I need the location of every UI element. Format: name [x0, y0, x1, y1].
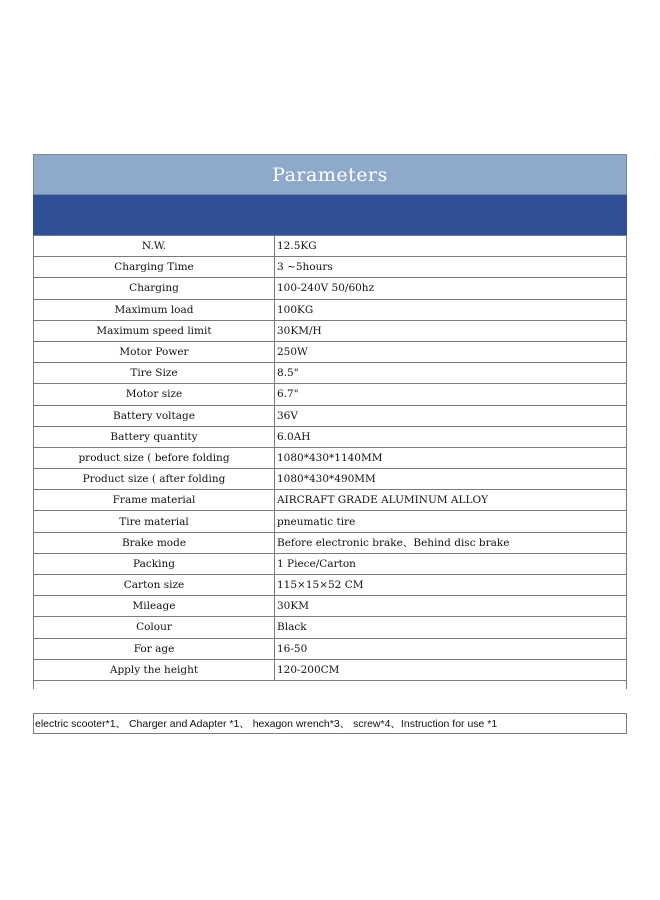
param-value: pneumatic tire	[275, 511, 627, 532]
param-value: 30KM	[275, 596, 627, 617]
table-row	[34, 278, 627, 299]
table-row	[34, 384, 627, 405]
param-value: 1080*430*490MM	[275, 469, 627, 490]
table-row	[34, 363, 627, 384]
param-value: 100-240V 50/60hz	[275, 278, 627, 299]
param-value: 36V	[275, 405, 627, 426]
header-band	[33, 195, 627, 235]
param-value: 6.7"	[275, 384, 627, 405]
param-value: 30KM/H	[275, 320, 627, 341]
param-value: 1080*430*1140MM	[275, 447, 627, 468]
param-label: Charging	[34, 278, 275, 299]
parameters-sheet	[33, 154, 627, 734]
param-label: Charging Time	[34, 257, 275, 278]
section-spacer	[33, 689, 627, 713]
param-label: Product size ( after folding	[34, 469, 275, 490]
param-value: Black	[275, 617, 627, 638]
param-label: Carton size	[34, 575, 275, 596]
param-label: Frame material	[34, 490, 275, 511]
table-row	[34, 532, 627, 553]
accessories-line: electric scooter*1、 Charger and Adapter *1、 hexagon wrench*3、 screw*4、Instruction for use *1	[33, 713, 627, 734]
param-label: Motor size	[34, 384, 275, 405]
table-row	[34, 426, 627, 447]
table-row	[34, 447, 627, 468]
table-row	[34, 638, 627, 659]
param-label: Battery quantity	[34, 426, 275, 447]
param-value: 6.0AH	[275, 426, 627, 447]
table-row	[34, 659, 627, 680]
table-row	[34, 236, 627, 257]
param-label: For age	[34, 638, 275, 659]
param-value: 100KG	[275, 299, 627, 320]
parameters-table	[33, 235, 627, 681]
param-value: 250W	[275, 341, 627, 362]
table-row	[34, 299, 627, 320]
table-row	[34, 617, 627, 638]
param-value: 120-200CM	[275, 659, 627, 680]
table-row	[34, 575, 627, 596]
table-row	[34, 553, 627, 574]
param-label: Tire Size	[34, 363, 275, 384]
param-value: 12.5KG	[275, 236, 627, 257]
param-label: Maximum speed limit	[34, 320, 275, 341]
param-value: AIRCRAFT GRADE ALUMINUM ALLOY	[275, 490, 627, 511]
param-value: 16-50	[275, 638, 627, 659]
param-label: Mileage	[34, 596, 275, 617]
param-value: 8.5"	[275, 363, 627, 384]
table-row	[34, 405, 627, 426]
table-gap	[33, 681, 627, 689]
table-row	[34, 257, 627, 278]
table-row	[34, 511, 627, 532]
table-row	[34, 596, 627, 617]
table-row	[34, 341, 627, 362]
table-row	[34, 320, 627, 341]
param-value: 1 Piece/Carton	[275, 553, 627, 574]
param-label: Motor Power	[34, 341, 275, 362]
table-row	[34, 469, 627, 490]
param-value: 115×15×52 CM	[275, 575, 627, 596]
param-label: Colour	[34, 617, 275, 638]
param-label: Maximum load	[34, 299, 275, 320]
param-label: Battery voltage	[34, 405, 275, 426]
param-label: Packing	[34, 553, 275, 574]
param-label: N.W.	[34, 236, 275, 257]
param-label: Tire material	[34, 511, 275, 532]
param-label: Brake mode	[34, 532, 275, 553]
param-label: Apply the height	[34, 659, 275, 680]
param-value: 3 ~5hours	[275, 257, 627, 278]
parameters-title: Parameters	[33, 154, 627, 195]
table-row	[34, 490, 627, 511]
param-label: product size ( before folding	[34, 447, 275, 468]
param-value: Before electronic brake、Behind disc brake	[275, 532, 627, 553]
